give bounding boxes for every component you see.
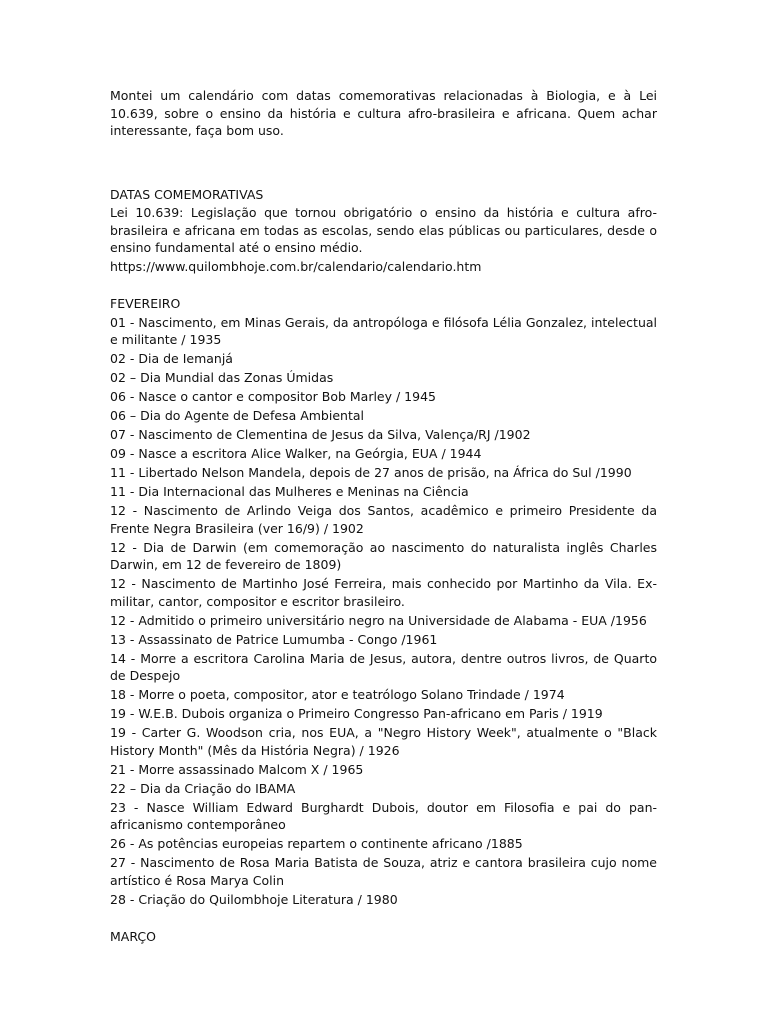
list-item: 22 – Dia da Criação do IBAMA (110, 780, 296, 796)
list-item: 02 – Dia Mundial das Zonas Úmidas (110, 370, 334, 385)
law-description: Lei 10.639: Legislação que tornou obrigatório o ensino da história e cultura afro-brasileira e africana em todas as escolas, sendo elas públicas ou particulares, desde o ensino fundamental até o ensino médio. (110, 205, 657, 255)
list-item: 12 - Admitido o primeiro universitário negro na Universidade de Alabama - EUA /1956 (110, 612, 647, 628)
february-date-list (110, 314, 657, 909)
list-item: 11 - Dia Internacional das Mulheres e Meninas na Ciência (110, 484, 469, 499)
month-heading-february: FEVEREIRO (110, 296, 181, 311)
section-heading: DATAS COMEMORATIVAS (110, 186, 264, 202)
list-item: 06 - Nasce o cantor e compositor Bob Marley / 1945 (110, 389, 436, 404)
month-heading-march: MARÇO (110, 929, 156, 944)
list-item: 14 - Morre a escritora Carolina Maria de Jesus, autora, dentre outros livros, de Quarto de Despejo (110, 650, 657, 683)
source-url: https://www.quilombhoje.com.br/calendario/calendario.htm (110, 258, 482, 274)
list-item: 12 - Nascimento de Martinho José Ferreira, mais conhecido por Martinho da Vila. Ex-militar, cantor, compositor e escritor brasileiro. (110, 576, 657, 609)
list-item: 06 – Dia do Agente de Defesa Ambiental (110, 408, 364, 423)
document-page (110, 87, 657, 946)
list-item: 02 - Dia de Iemanjá (110, 351, 233, 366)
list-item: 13 - Assassinato de Patrice Lumumba - Congo /1961 (110, 631, 438, 647)
list-item: 09 - Nasce a escritora Alice Walker, na Geórgia, EUA / 1944 (110, 446, 482, 461)
list-item: 12 - Dia de Darwin (em comemoração ao nascimento do naturalista inglês Charles Darwin, em 12 de fevereiro de 1809) (110, 539, 657, 572)
list-item: 12 - Nascimento de Arlindo Veiga dos Santos, acadêmico e primeiro Presidente da Frente Negra Brasileira (ver 16/9) / 1902 (110, 503, 657, 536)
list-item: 19 - Carter G. Woodson cria, nos EUA, a "Negro History Week", atualmente o "Black History Month" (Mês da História Negra) / 1926 (110, 725, 657, 758)
list-item: 18 - Morre o poeta, compositor, ator e teatrólogo Solano Trindade / 1974 (110, 687, 565, 702)
list-item: 28 - Criação do Quilombhoje Literatura / 1980 (110, 891, 398, 907)
list-item: 11 - Libertado Nelson Mandela, depois de 27 anos de prisão, na África do Sul /1990 (110, 465, 632, 480)
intro-paragraph: Montei um calendário com datas comemorativas relacionadas à Biologia, e à Lei 10.639, sobre o ensino da história e cultura afro-brasileira e africana. Quem achar interessante, faça bom uso. (110, 88, 657, 138)
list-item: 27 - Nascimento de Rosa Maria Batista de Souza, atriz e cantora brasileira cujo nome artístico é Rosa Marya Colin (110, 855, 657, 888)
list-item: 23 - Nasce William Edward Burghardt Dubois, doutor em Filosofia e pai do pan-africanismo contemporâneo (110, 799, 657, 832)
list-item: 19 - W.E.B. Dubois organiza o Primeiro Congresso Pan-africano em Paris / 1919 (110, 706, 603, 721)
list-item: 07 - Nascimento de Clementina de Jesus da Silva, Valença/RJ /1902 (110, 427, 531, 442)
list-item: 21 - Morre assassinado Malcom X / 1965 (110, 761, 364, 777)
list-item: 01 - Nascimento, em Minas Gerais, da antropóloga e filósofa Lélia Gonzalez, intelectual e militante / 1935 (110, 314, 657, 347)
list-item: 26 - As potências europeias repartem o continente africano /1885 (110, 836, 523, 851)
